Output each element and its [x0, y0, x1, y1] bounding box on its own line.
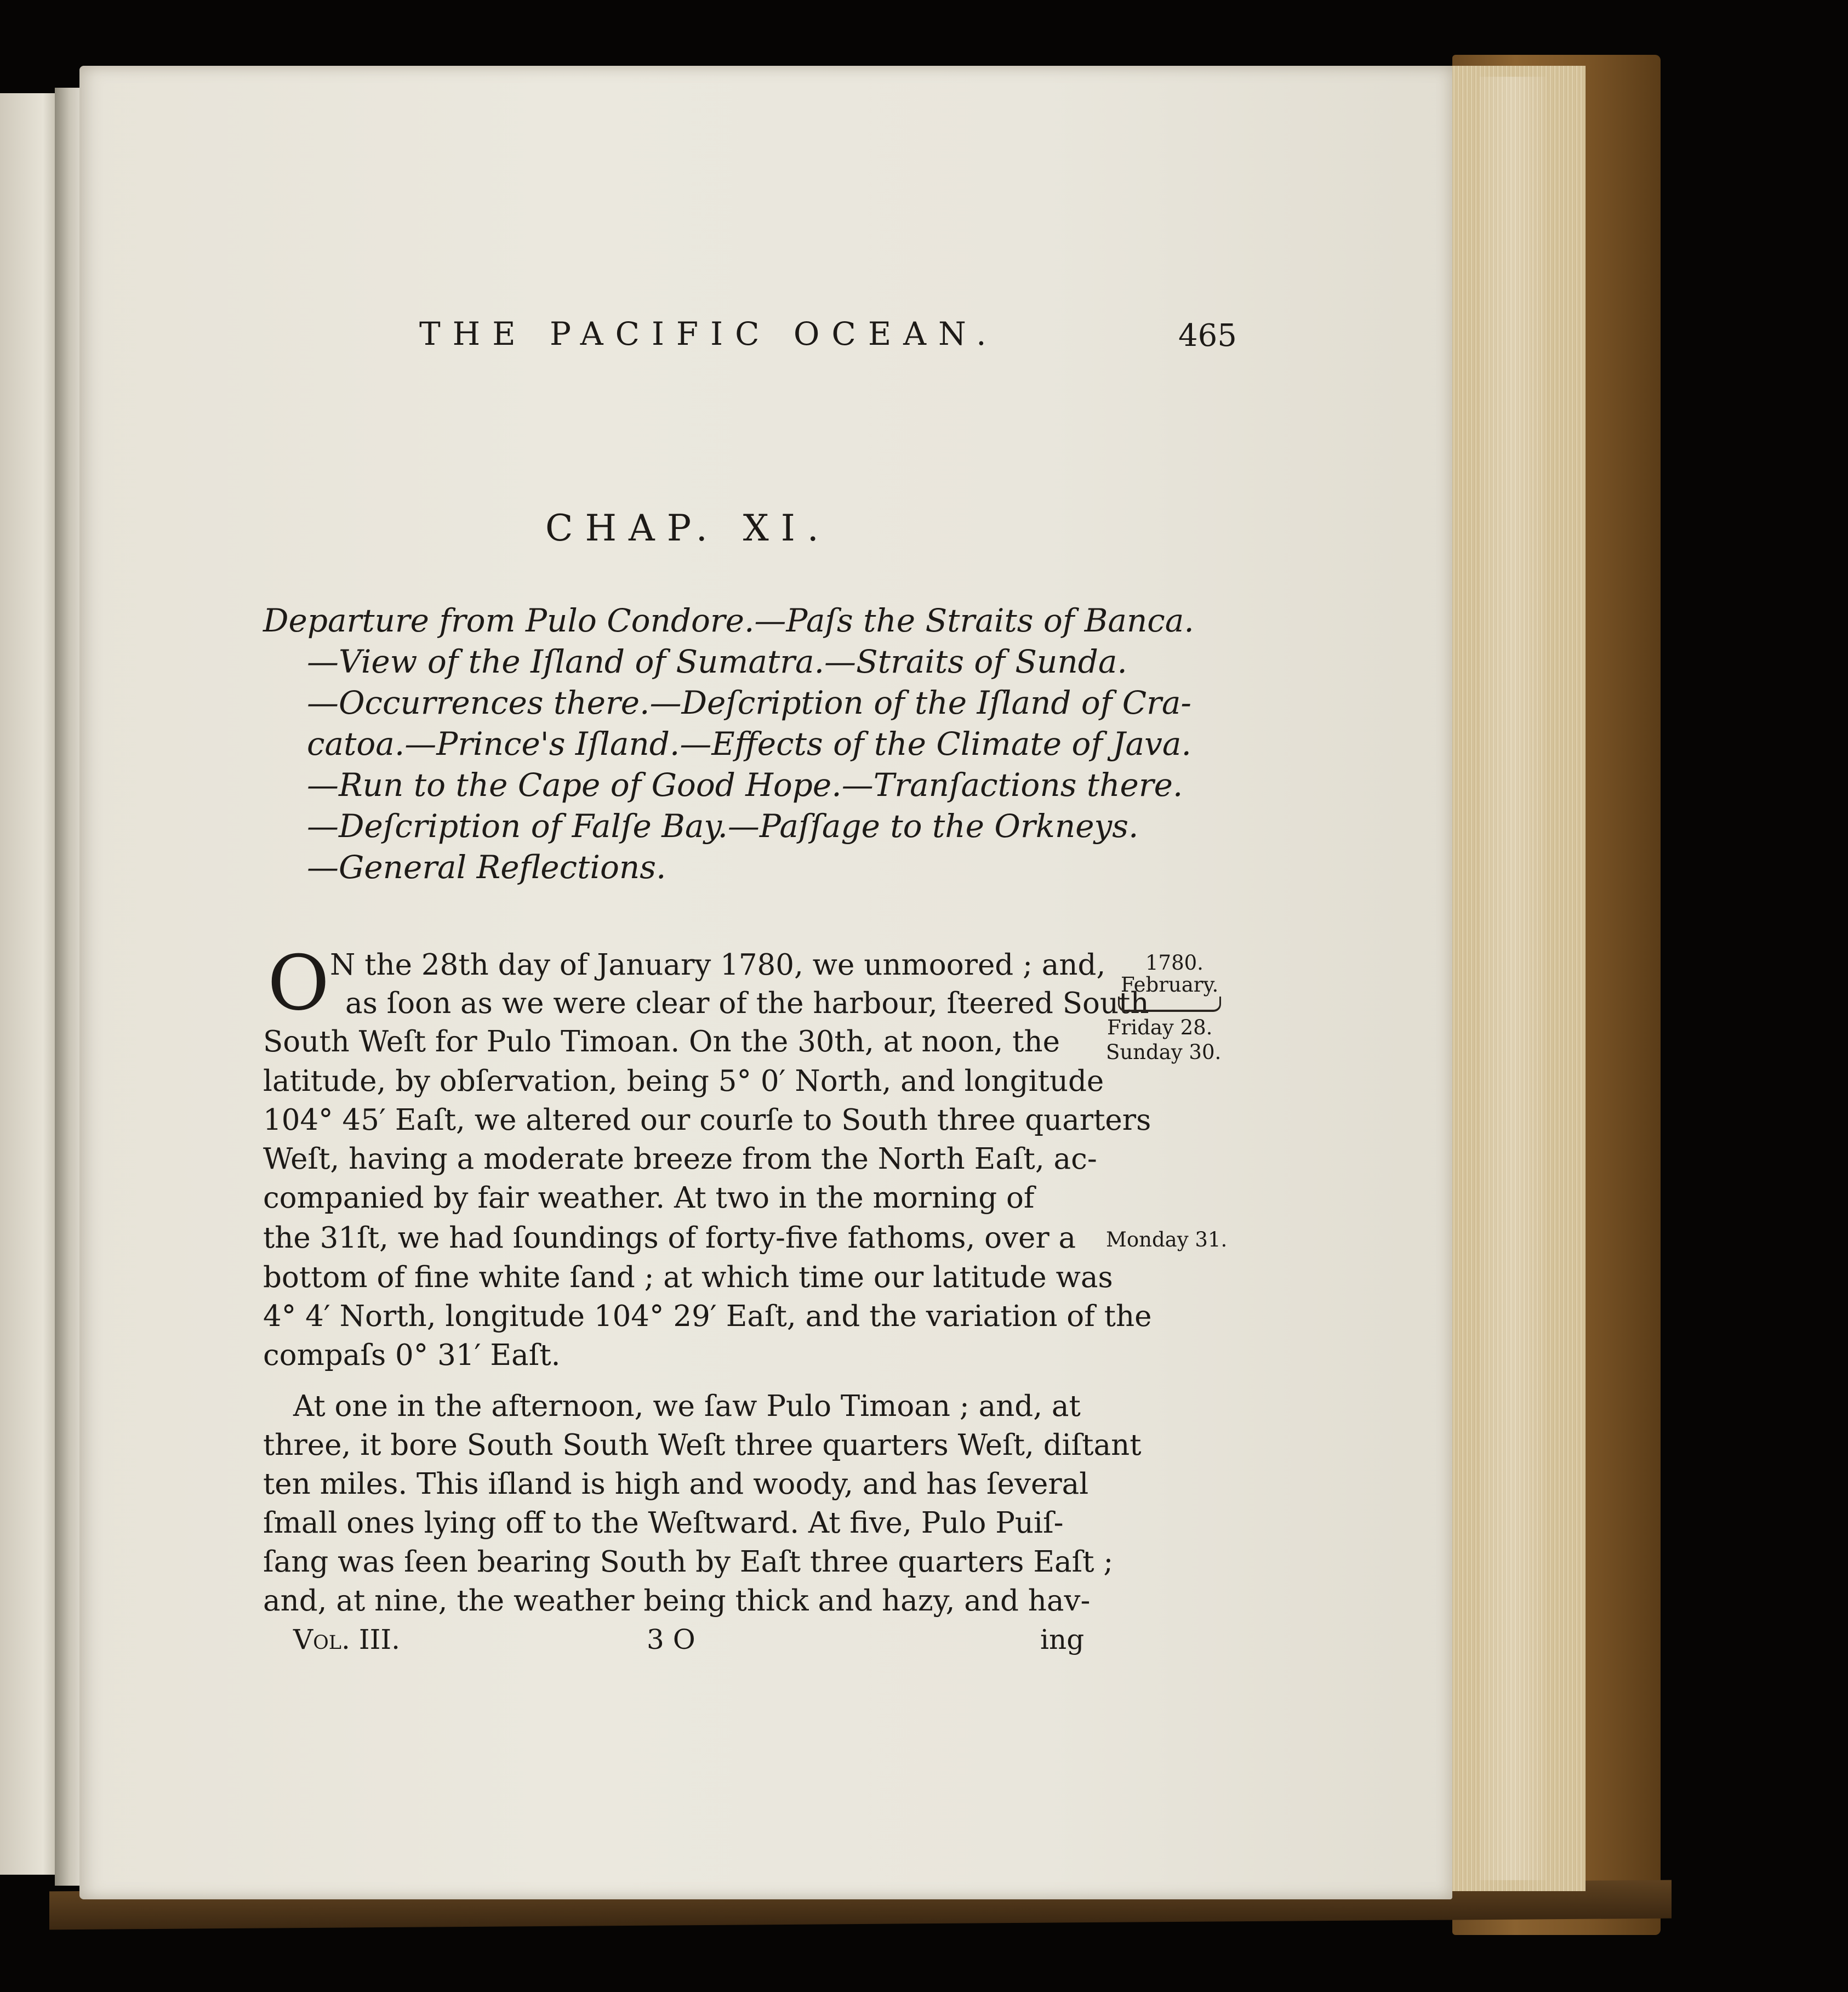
body-line: ſang was ſeen bearing South by Eaſt three quarters Eaſt ; — [263, 1545, 1114, 1579]
chapter-heading: CHAP. XI. — [545, 507, 831, 549]
argument-line: Departure from Pulo Condore.—Paſs the Straits of Banca. — [263, 602, 1194, 639]
body-line: ten miles. This iſland is high and woody, and has ſeveral — [263, 1467, 1089, 1501]
margin-year: 1780. — [1145, 951, 1204, 975]
body-line: three, it bore South South Weſt three quarters Weſt, diſtant — [263, 1428, 1142, 1462]
body-line: ſmall ones lying off to the Weſtward. At five, Pulo Puiſ- — [263, 1506, 1064, 1540]
page-block-highlight — [1480, 77, 1545, 1880]
argument-line: —Run to the Cape of Good Hope.—Tranſactions there. — [307, 766, 1183, 804]
body-line: 104° 45′ Eaſt, we altered our courſe to South three quarters — [263, 1103, 1151, 1137]
body-line: Weſt, having a moderate breeze from the North Eaſt, ac- — [263, 1142, 1097, 1176]
catchword: ing — [1040, 1624, 1085, 1655]
left-page-edge — [0, 93, 61, 1875]
body-line: South Weſt for Pulo Timoan. On the 30th, at noon, the — [263, 1025, 1060, 1058]
body-line: companied by fair weather. At two in the morning of — [263, 1181, 1035, 1215]
body-line: bottom of fine white ſand ; at which time our latitude was — [263, 1261, 1113, 1294]
body-line: and, at nine, the weather being thick and hazy, and hav- — [263, 1584, 1091, 1618]
margin-date: Sunday 30. — [1106, 1040, 1222, 1064]
argument-line: —View of the Iſland of Sumatra.—Straits of Sunda. — [307, 643, 1127, 680]
body-line: compaſs 0° 31′ Eaſt. — [263, 1339, 561, 1372]
margin-month: February. — [1121, 973, 1219, 997]
body-line: as ſoon as we were clear of the harbour, ſteered South — [345, 987, 1149, 1020]
margin-brace — [1118, 997, 1221, 1012]
body-line: latitude, by obſervation, being 5° 0′ North, and longitude — [263, 1065, 1104, 1098]
body-line: N the 28th day of January 1780, we unmoored ; and, — [330, 948, 1106, 982]
page-number: 465 — [1178, 318, 1237, 354]
running-title: THE PACIFIC OCEAN. — [419, 315, 999, 352]
argument-line: —Deſcription of Falſe Bay.—Paſſage to the Orkneys. — [307, 807, 1139, 845]
margin-date: Monday 31. — [1106, 1228, 1228, 1251]
volume-mark: Vol. III. — [293, 1624, 400, 1655]
body-line: 4° 4′ North, longitude 104° 29′ Eaſt, and the variation of the — [263, 1300, 1152, 1333]
argument-line: —General Reflections. — [307, 849, 666, 886]
drop-cap: O — [267, 939, 330, 1027]
argument-line: catoa.—Prince's Iſland.—Effects of the Climate of Java. — [307, 725, 1191, 762]
body-line: the 31ſt, we had ſoundings of forty-five fathoms, over a — [263, 1221, 1076, 1255]
signature-mark: 3 O — [647, 1624, 695, 1655]
body-line: At one in the afternoon, we ſaw Pulo Timoan ; and, at — [293, 1390, 1081, 1423]
margin-date: Friday 28. — [1107, 1016, 1213, 1039]
argument-line: —Occurrences there.—Deſcription of the Iſland of Cra- — [307, 684, 1192, 721]
